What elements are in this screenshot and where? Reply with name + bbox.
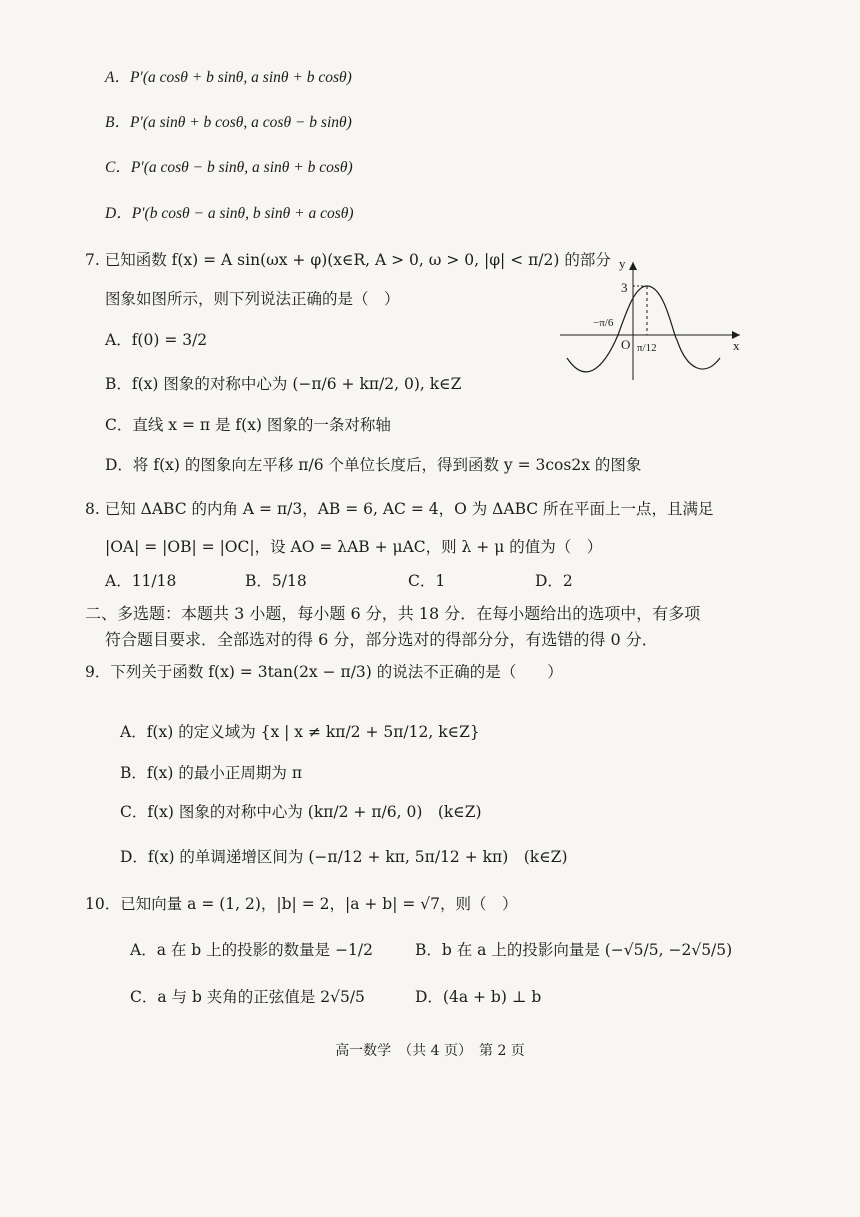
q9-stem: 9．下列关于函数 f(x) = 3tan(2x − π/3) 的说法不正确的是（ ） — [85, 663, 563, 681]
q8-option-c: C．1 — [408, 572, 446, 590]
q7-option-d: D．将 f(x) 的图象向左平移 π/6 个单位长度后，得到函数 y = 3cos2x 的图象 — [105, 456, 642, 474]
sine-curve — [567, 286, 720, 372]
q6-option-d: D．P′(b cosθ − a sinθ, b sinθ + a cosθ) — [105, 205, 354, 222]
y-axis-label: y — [619, 256, 626, 271]
q8-option-a: A．11/18 — [105, 572, 177, 590]
q7-stem-line1: 7. 已知函数 f(x) = A sin(ωx + φ)(x∈R, A > 0, ω > 0, |φ| < π/2) 的部分 — [85, 251, 611, 269]
q10-option-b: B．b 在 a 上的投影向量是 (−√5/5, −2√5/5) — [415, 941, 733, 959]
q9-option-a: A．f(x) 的定义域为 {x | x ≠ kπ/2 + 5π/12, k∈Z} — [120, 723, 480, 741]
q9-option-c: C．f(x) 图象的对称中心为 (kπ/2 + π/6, 0) (k∈Z) — [120, 803, 482, 821]
section2-line2: 符合题目要求．全部选对的得 6 分，部分选对的得部分分，有选错的得 0 分． — [105, 630, 658, 649]
q8-stem-line1: 8. 已知 ΔABC 的内角 A = π/3，AB = 6, AC = 4，O 为 ΔABC 所在平面上一点，且满足 — [85, 500, 714, 518]
q10-option-a: A．a 在 b 上的投影的数量是 −1/2 — [130, 941, 373, 959]
q6-option-b: B．P′(a sinθ + b cosθ, a cosθ − b sinθ) — [105, 114, 352, 131]
q6-option-c: C．P′(a cosθ − b sinθ, a sinθ + b cosθ) — [105, 159, 353, 176]
q8-stem-line2: |OA| = |OB| = |OC|，设 AO = λAB + μAC，则 λ + μ 的值为（ ） — [105, 538, 603, 556]
y-axis-arrow-icon — [629, 262, 637, 270]
section2-line1: 二、多选题：本题共 3 小题，每小题 6 分，共 18 分．在每小题给出的选项中，有多项 — [85, 604, 701, 623]
q7-option-b: B．f(x) 图象的对称中心为 (−π/6 + kπ/2, 0), k∈Z — [105, 375, 462, 393]
q8-option-d: D．2 — [535, 572, 573, 590]
q9-option-d: D．f(x) 的单调递增区间为 (−π/12 + kπ, 5π/12 + kπ) (k∈Z) — [120, 848, 568, 866]
q10-option-c: C．a 与 b 夹角的正弦值是 2√5/5 — [130, 988, 365, 1006]
origin-label: O — [621, 337, 631, 352]
page-footer: 高一数学 （共 4 页） 第 2 页 — [335, 1043, 525, 1059]
q6-option-a: A．P′(a cosθ + b sinθ, a sinθ + b cosθ) — [105, 69, 352, 86]
q7-option-c: C．直线 x = π 是 f(x) 图象的一条对称轴 — [105, 416, 391, 434]
q9-option-b: B．f(x) 的最小正周期为 π — [120, 764, 303, 782]
x-axis-label: x — [733, 338, 740, 353]
q8-option-b: B．5/18 — [245, 572, 307, 590]
peak-x-label: π/12 — [637, 342, 657, 354]
left-zero-label: −π/6 — [593, 317, 614, 329]
q7-option-a: A．f(0) = 3/2 — [105, 331, 208, 349]
q10-option-d: D．(4a + b) ⊥ b — [415, 988, 542, 1006]
q10-stem: 10．已知向量 a = (1, 2)，|b| = 2，|a + b| = √7，则（ ） — [85, 895, 518, 913]
q7-sine-graph — [555, 250, 745, 385]
max-value-label: 3 — [621, 280, 628, 295]
q7-stem-line2: 图象如图所示，则下列说法正确的是（ ） — [105, 290, 400, 308]
